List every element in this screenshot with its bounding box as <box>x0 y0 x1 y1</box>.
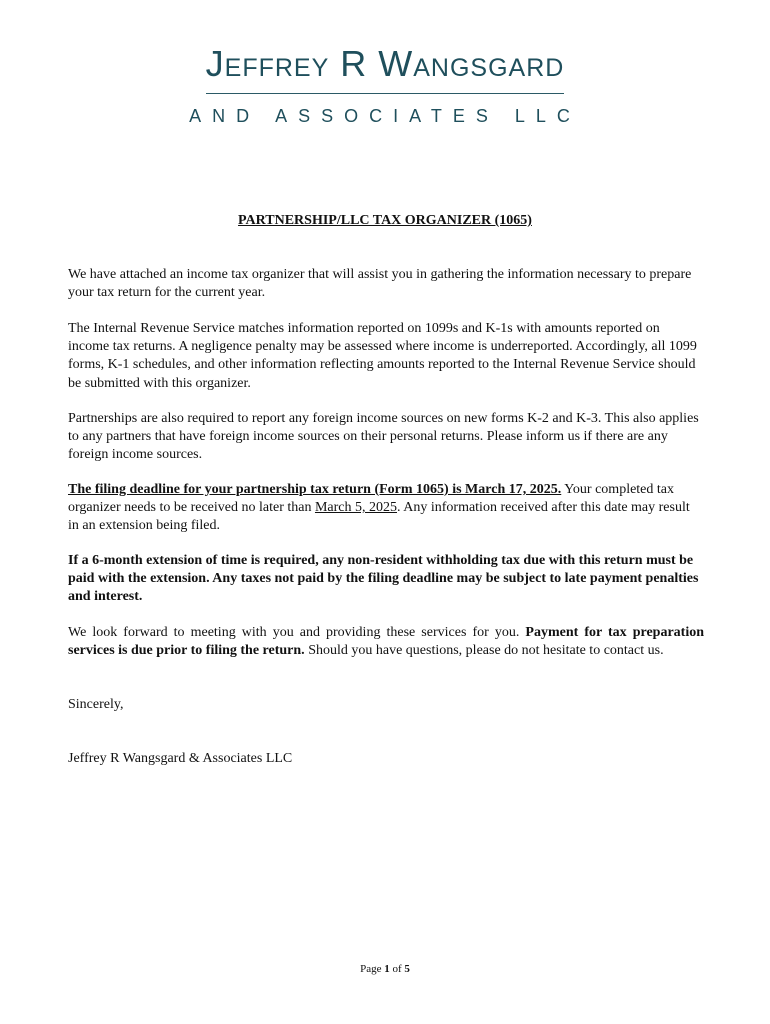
paragraph-extension <box>68 552 704 607</box>
page-current: 1 <box>384 963 390 975</box>
paragraph-deadline-text <box>68 481 704 536</box>
deadline-text-a: Your completed tax organizer needs to be received no later than <box>68 482 674 516</box>
firm-name-logo: Jeffrey R Wangsgard <box>205 43 565 84</box>
closing-text-a: We look forward to meeting with you and providing these services for you. <box>68 625 526 640</box>
paragraph-extension-text: If a 6-month extension of time is required, any non-resident withholding tax due with this return must be paid with the extension. Any taxes not paid by the filing deadline may be subject to late payment penalties and interest. <box>68 553 699 605</box>
organizer-due-date: March 5, 2025 <box>314 500 398 516</box>
paragraph-deadline <box>68 481 704 536</box>
paragraph-irs-text: The Internal Revenue Service matches information reported on 1099s and K-1s with amounts reported on income tax returns. A negligence penalty may be assessed where income is underreported. Accordingly, all 1099 forms, K-1 schedules, and other information reflecting amounts reported to the Internal Revenue Service should be submitted with this organizer. <box>68 321 697 391</box>
document-title: PARTNERSHIP/LLC TAX ORGANIZER (1065) <box>238 213 532 228</box>
letterhead-divider <box>206 93 564 94</box>
payment-notice: Payment for tax preparation services is due prior to filing the return. <box>68 625 705 659</box>
of-word: of <box>389 963 405 975</box>
deadline-statement: The filing deadline for your partnership tax return (Form 1065) is March 17, 2025. <box>68 482 562 497</box>
page-footer <box>0 963 770 975</box>
paragraph-closing <box>68 624 704 660</box>
paragraph-closing-text <box>68 624 704 660</box>
deadline-text-b: . Any information received after this date may result in an extension being filed. <box>68 500 690 534</box>
salutation <box>68 696 704 714</box>
firm-subtitle: AND ASSOCIATES LLC <box>189 106 581 126</box>
paragraph-foreign-text: Partnerships are also required to report any foreign income sources on new forms K-2 and K-3. This also applies to any partners that have foreign income sources on their personal returns. Please inform us if there are any foreign income sources. <box>68 411 699 463</box>
paragraph-intro-text: We have attached an income tax organizer that will assist you in gathering the information necessary to prepare your tax return for the current year. <box>68 267 692 301</box>
paragraph-intro <box>68 266 704 302</box>
page-word: Page <box>360 963 385 975</box>
salutation-text: Sincerely, <box>68 697 124 712</box>
paragraph-foreign <box>68 410 704 465</box>
signature-text: Jeffrey R Wangsgard & Associates LLC <box>68 751 293 766</box>
letterhead <box>0 40 770 126</box>
closing-text-b: Should you have questions, please do not hesitate to contact us. <box>304 643 664 659</box>
signature-block <box>68 750 704 768</box>
page-total: 5 <box>404 963 410 975</box>
paragraph-irs <box>68 320 704 393</box>
